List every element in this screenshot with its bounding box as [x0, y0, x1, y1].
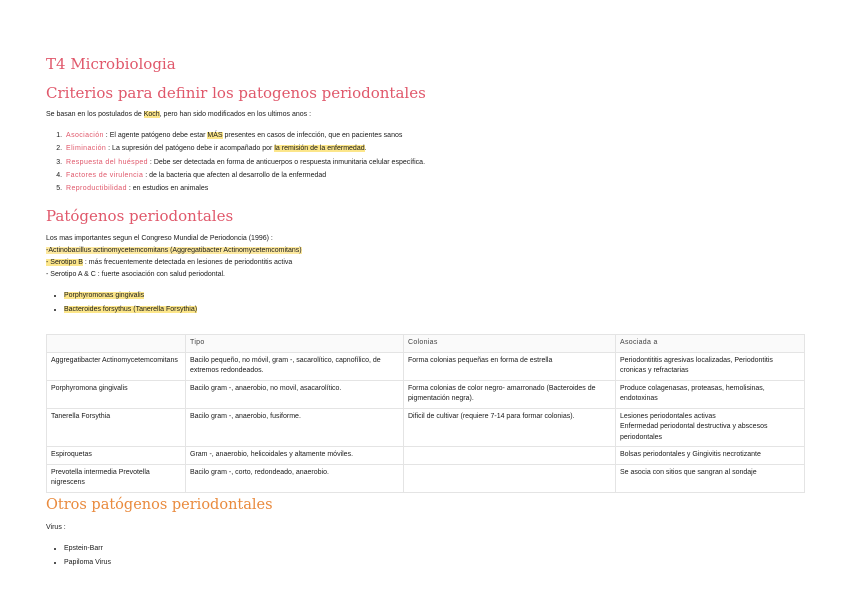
criteria-item-sep: : — [126, 185, 133, 193]
list-item: • Papiloma Virus — [64, 556, 111, 570]
criteria-item-text-post: presentes en casos de infección, que en pacientes sanos — [222, 132, 403, 139]
table-cell-asociada — [616, 408, 805, 447]
table-cell-name: Tanerella Forsythia — [47, 408, 186, 447]
criteria-item — [64, 156, 425, 169]
table-header-cell: Colonias — [404, 335, 616, 353]
koch-highlight: Koch — [143, 111, 160, 118]
table-cell-asociada: Produce colagenasas, proteasas, hemolisinas, endotoxinas — [616, 380, 805, 408]
criteria-item-text: La supresión del patógeno debe ir acompañado por — [112, 145, 275, 153]
list-item-text: Porphyromonas gingivalis — [64, 292, 145, 299]
table-cell-asociada: Periodontititis agresivas localizadas, Periodontitis cronicas y refractarias — [616, 352, 805, 380]
table-cell-colonias: Forma colonias pequeñas en forma de estrella — [404, 352, 616, 380]
criteria-item — [64, 169, 425, 182]
criteria-item-text: de la bacteria que afecten al desarrollo de la enfermedad — [149, 171, 327, 179]
patogenos-line-4: - Serotipo A & C : fuerte asociación con salud periodontal. — [46, 271, 225, 278]
table-cell-asociada: Se asocia con sitios que sangran al sondaje — [616, 464, 805, 492]
criteria-item-label: Eliminación — [66, 145, 107, 153]
criteria-item-label: Factores de virulencia — [66, 171, 144, 179]
table-cell-asociada-line: Enfermedad periodontal destructiva y abscesos periodontales — [620, 423, 768, 441]
serotipo-b-text: : más frecuentemente detectada en lesiones de periodontitis activa — [82, 259, 293, 266]
patogenos-line-3 — [46, 257, 292, 269]
page-title: T4 Microbiologia — [46, 55, 176, 73]
criteria-item — [64, 182, 425, 195]
table-cell-tipo: Bacilo gram -, anaerobio, no movil, asacarolítico. — [186, 380, 404, 408]
table-cell-name: Aggregatibacter Actinomycetemcomitans — [47, 352, 186, 380]
table-header-cell: Asociada a — [616, 335, 805, 353]
actinobacillus-highlight: -Actinobacillus actinomycetemcomitans (Aggregatibacter Actinomycetemcomitans) — [46, 247, 302, 254]
patogenos-line-2 — [46, 245, 302, 257]
criteria-item-sep: : — [143, 171, 150, 179]
criteria-item-label: Reproductibilidad — [66, 185, 127, 193]
patogenos-heading: Patógenos periodontales — [46, 207, 234, 225]
patogenos-table — [46, 334, 805, 493]
criteria-item-label: Asociación — [66, 132, 104, 139]
list-item: • Epstein-Barr — [64, 542, 111, 556]
criteria-heading: Criterios para definir los patogenos periodontales — [46, 84, 426, 102]
table-cell-name: Prevotella intermedia Prevotella nigrescens — [47, 464, 186, 492]
table-cell-tipo: Bacilo pequeño, no móvil, gram -, sacarolítico, capnofílico, de extremos redondeados. — [186, 352, 404, 380]
table-cell-asociada: Bolsas periodontales y Gingivitis necrotizante — [616, 447, 805, 465]
criteria-item-label: Respuesta del huésped — [66, 158, 148, 166]
list-item — [64, 289, 197, 303]
list-item — [64, 303, 197, 317]
criteria-item — [64, 142, 425, 155]
table-cell-tipo: Gram -, anaerobio, helicoidales y altamente móviles. — [186, 447, 404, 465]
otros-heading: Otros patógenos periodontales — [46, 497, 273, 513]
table-cell-tipo: Bacilo gram -, anaerobio, fusiforme. — [186, 408, 404, 447]
serotipo-b-highlight: - Serotipo B — [46, 259, 83, 266]
criteria-intro-post: , pero han sido modificados en los ultimos anos : — [159, 111, 312, 118]
table-row — [47, 408, 805, 447]
criteria-item-highlight: MÁS — [207, 132, 223, 139]
table-row — [47, 352, 805, 380]
criteria-item-text-post: . — [364, 145, 367, 153]
patogenos-bullets — [46, 289, 197, 316]
criteria-list — [46, 129, 425, 195]
table-header-cell — [47, 335, 186, 353]
criteria-intro — [46, 109, 311, 121]
table-cell-asociada-line: Lesiones periodontales activas — [620, 412, 716, 420]
table-cell-name: Porphyromona gingivalis — [47, 380, 186, 408]
table-row — [47, 380, 805, 408]
table-cell-colonias — [404, 464, 616, 492]
table-cell-colonias — [404, 447, 616, 465]
criteria-item-sep: : — [106, 145, 113, 153]
table-cell-name: Espiroquetas — [47, 447, 186, 465]
criteria-item-text: El agente patógeno debe estar — [109, 132, 208, 139]
table-row — [47, 464, 805, 492]
table-header-row — [47, 335, 805, 353]
criteria-item-sep: : — [147, 158, 154, 166]
patogenos-line-1: Los mas importantes segun el Congreso Mundial de Periodoncia (1996) : — [46, 235, 273, 242]
criteria-item-sep: : — [103, 132, 110, 139]
table-cell-tipo: Bacilo gram -, corto, redondeado, anaerobio. — [186, 464, 404, 492]
table-cell-colonias: Dificil de cultivar (requiere 7-14 para formar colonias). — [404, 408, 616, 447]
criteria-intro-pre: Se basan en los postulados de — [46, 111, 144, 118]
list-item-text: Bacteroides forsythus (Tanerella Forsythia) — [64, 305, 198, 313]
table-header-cell: Tipo — [186, 335, 404, 353]
table-row — [47, 447, 805, 465]
otros-bullets — [46, 542, 111, 569]
table-cell-colonias: Forma colonias de color negro- amarronado (Bacteroides de pigmentación negra). — [404, 380, 616, 408]
criteria-item-text: en estudios en animales — [132, 185, 209, 193]
criteria-item-text: Debe ser detectada en forma de anticuerpos o respuesta inmunitaria celular específica. — [153, 158, 426, 166]
criteria-item-highlight: la remisión de la enfermedad — [274, 145, 365, 153]
criteria-item — [64, 129, 425, 142]
virus-label: Virus : — [46, 524, 66, 531]
